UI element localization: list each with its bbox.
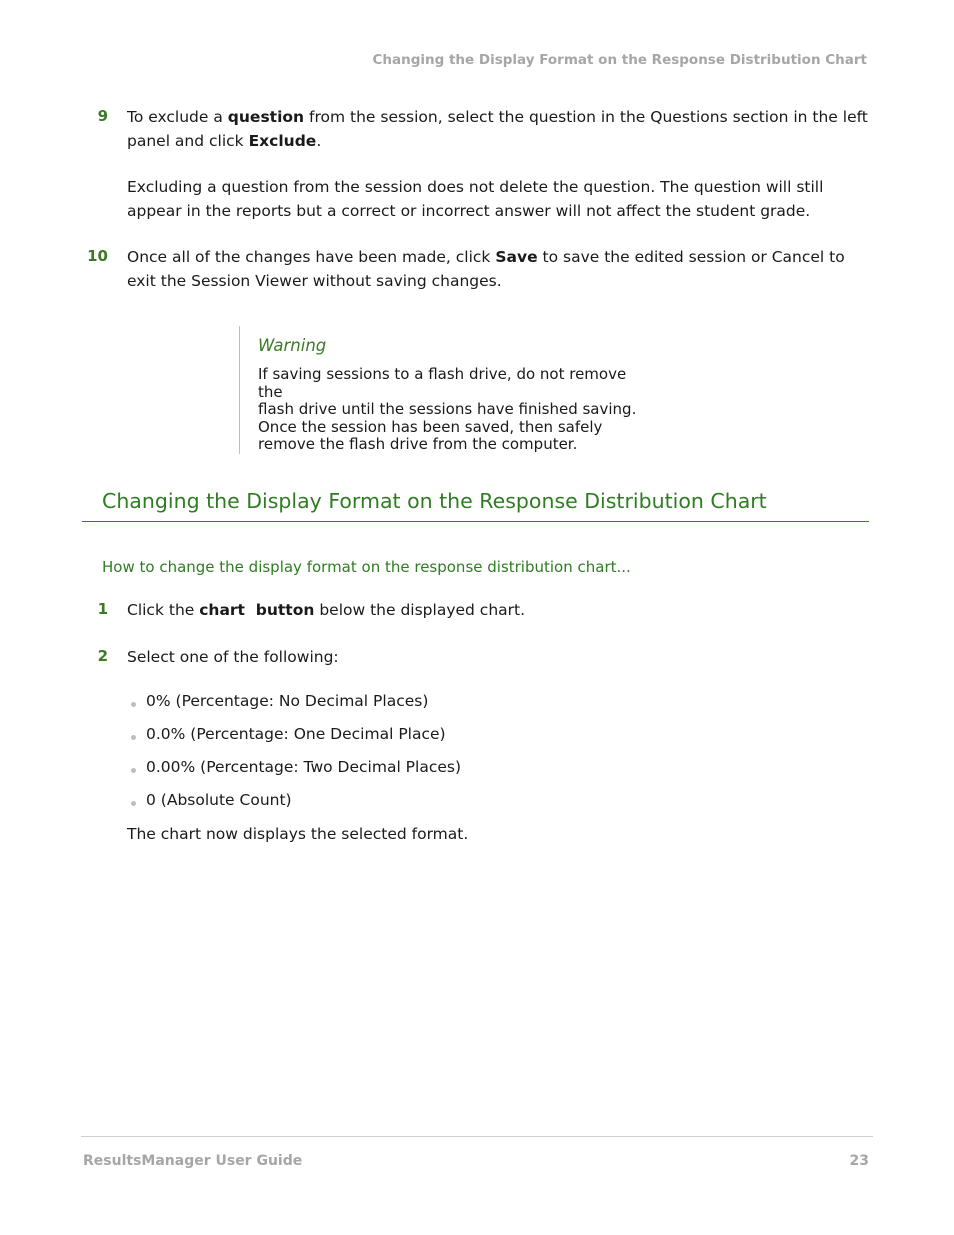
format-option-percent-0: 0% (Percentage: No Decimal Places) — [146, 692, 429, 710]
footer-divider — [81, 1136, 873, 1137]
step-number-2: 2 — [97, 647, 108, 665]
step-10-text-c: to save the edited session or Cancel to exit the Session Viewer without saving changes. — [127, 248, 845, 290]
procedure-subheading: How to change the display format on the response distribution chart... — [102, 558, 631, 576]
step-1-keyword-chart-button: chart button — [199, 601, 315, 619]
bullet-dot — [131, 801, 136, 806]
section-heading: Changing the Display Format on the Response Distribution Chart — [102, 489, 767, 513]
warning-title: Warning — [258, 336, 327, 355]
step-9-keyword-question: question — [227, 108, 305, 126]
format-option-percent-1: 0.0% (Percentage: One Decimal Place) — [146, 725, 446, 743]
format-option-absolute-count: 0 (Absolute Count) — [146, 791, 292, 809]
running-header: Changing the Display Format on the Response Distribution Chart — [372, 52, 867, 68]
warning-text — [258, 366, 638, 454]
step-1-instruction — [127, 598, 525, 622]
format-option-percent-2: 0.00% (Percentage: Two Decimal Places) — [146, 758, 462, 776]
warning-box — [239, 326, 640, 454]
step-1-text-a: Click the — [127, 601, 200, 619]
step-10-keyword-save: Save — [495, 248, 538, 266]
bullet-dot — [131, 702, 136, 707]
step-number-10: 10 — [87, 247, 108, 265]
step-9-keyword-exclude: Exclude — [248, 132, 317, 150]
section-divider — [82, 521, 869, 522]
footer-title: ResultsManager User Guide — [83, 1153, 303, 1169]
step-9-text-e: . — [316, 132, 322, 150]
bullet-dot — [131, 735, 136, 740]
step-number-1: 1 — [97, 600, 108, 618]
step-2-instruction: Select one of the following: — [127, 648, 339, 666]
page-number: 23 — [849, 1153, 869, 1169]
warning-line-1: If saving sessions to a flash drive, do not remove the — [258, 365, 627, 401]
step-number-9: 9 — [97, 107, 108, 125]
warning-line-2: flash drive until the sessions have finished saving. — [258, 400, 637, 418]
result-text: The chart now displays the selected format. — [127, 825, 469, 843]
warning-line-4: remove the flash drive from the computer. — [258, 435, 578, 453]
step-9-note: Excluding a question from the session does not delete the question. The question will still appear in the reports but a correct or incorrect answer will not affect the student grade. — [127, 178, 824, 220]
warning-line-3: Once the session has been saved, then safely — [258, 417, 603, 436]
step-1-text-c: below the displayed chart. — [314, 601, 526, 619]
step-9-text-a: To exclude a — [127, 108, 228, 126]
bullet-dot — [131, 768, 136, 773]
step-10-instruction — [127, 245, 872, 293]
step-10-text-a: Once all of the changes have been made, click — [127, 248, 496, 266]
step-9-text-c: from the session, select the question in the Questions section in the left panel and click — [127, 108, 868, 150]
step-9-instruction — [127, 105, 872, 153]
